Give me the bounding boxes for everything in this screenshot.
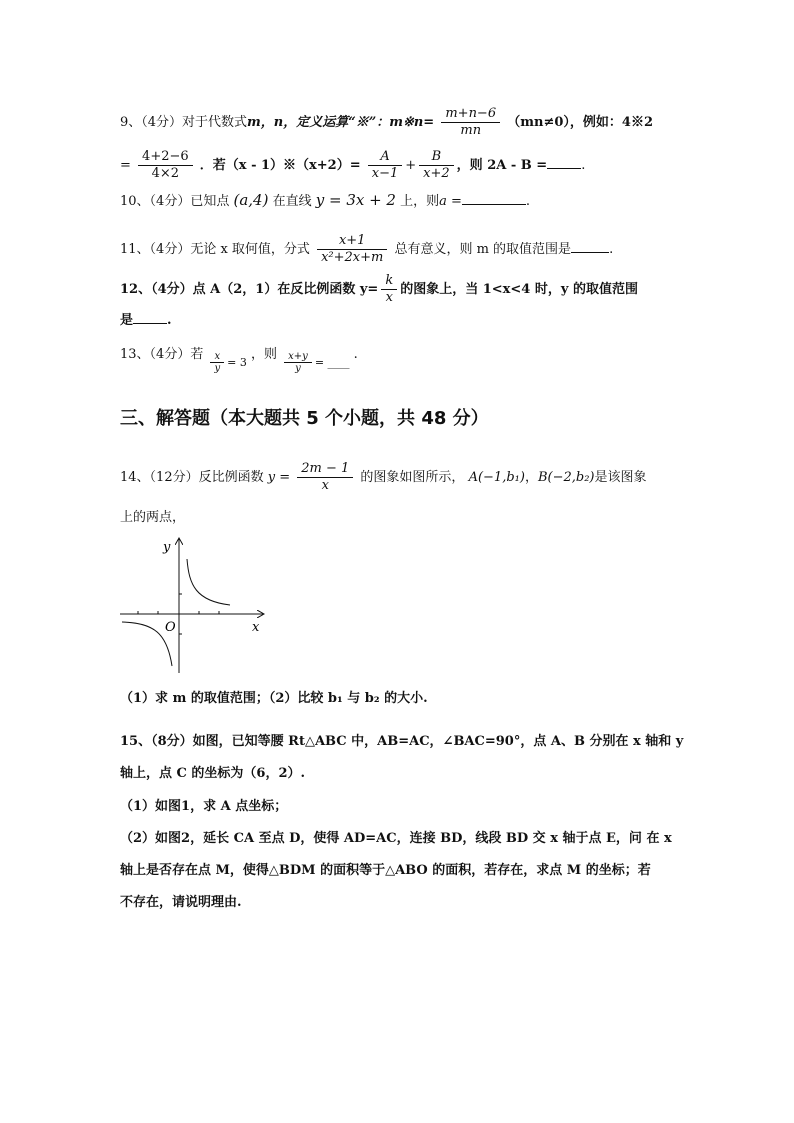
q14-y: y = <box>267 470 291 485</box>
q13-cond-numerator: x <box>210 351 224 363</box>
q11-answer-blank <box>571 240 609 253</box>
q13-cond-denominator: y <box>214 363 221 374</box>
q12-denominator: x <box>385 290 393 305</box>
q14-point-a: A(−1,b₁) <box>468 470 525 485</box>
q9-def-numerator: m+n−6 <box>441 106 500 123</box>
q13-line <box>120 343 358 374</box>
q9-plus: + <box>405 158 417 173</box>
q11-numerator: x+1 <box>317 233 387 250</box>
q14-line1 <box>120 461 647 494</box>
q14-sep: ， <box>524 470 538 485</box>
q10-ask: 上，则 <box>400 194 440 209</box>
q12-fraction <box>381 273 397 306</box>
q10-line-eq: y = 3x + 2 <box>315 191 396 209</box>
q11-ask: 总有意义，则 m 的取值范围是 <box>394 242 572 257</box>
q9-if: ．若（x - 1）※（x+2）= <box>199 158 361 173</box>
q12-ask: 的图象上，当 1<x<4 时，y 的取值范围 <box>400 282 638 297</box>
q13-condition <box>207 351 251 374</box>
q14-text: 14、（12分）反比例函数 <box>120 470 264 485</box>
q9-eq: = <box>120 158 131 173</box>
q15-part2-line1: （2）如图2，延长 CA 至点 D，使得 AD=AC，连接 BD，线段 BD 交 x 轴于点 E，问 在 x <box>120 831 672 846</box>
q9-example-denominator: 4×2 <box>151 166 180 181</box>
q9-example-numerator: 4+2−6 <box>138 149 193 166</box>
q12-line2 <box>120 311 172 331</box>
hyperbola-branch-q1 <box>187 559 230 605</box>
q9-line2 <box>120 149 585 182</box>
graph-x-label: x <box>252 620 260 635</box>
q10-text: 10、（4分）已知点 <box>120 194 230 209</box>
q14-questions: （1）求 m 的取值范围；（2）比较 b₁ 与 b₂ 的大小. <box>120 691 428 706</box>
q11-fraction <box>317 233 387 266</box>
graph-origin-label: O <box>165 620 176 635</box>
q9-b-fraction <box>419 149 454 182</box>
q9-b-numerator: B <box>419 149 454 166</box>
q9-b-denominator: x+2 <box>423 166 450 181</box>
q9-condition: （mn≠0），例如：4※2 <box>507 115 653 130</box>
q11-denominator: x²+2x+m <box>321 250 384 265</box>
q13-mid: ，则 <box>250 347 277 362</box>
q10-var: a = <box>439 194 462 209</box>
q9-a-denominator: x−1 <box>371 166 399 181</box>
q15-part1: （1）如图1，求 A 点坐标； <box>120 799 288 814</box>
q15-part2-line3: 不存在，请说明理由. <box>120 895 242 910</box>
q13-text: 13、（4分）若 <box>120 347 204 362</box>
q11-end: . <box>609 242 614 257</box>
q10-line <box>120 190 530 212</box>
q15-line1: 15、（8分）如图，已知等腰 Rt△ABC 中，AB=AC，∠BAC=90°，点 A、B 分别在 x 轴和 y <box>120 734 684 749</box>
q13-end: . <box>353 347 358 362</box>
q14-numerator: 2m − 1 <box>297 461 353 478</box>
q9-intro: m，n，定义运算“※”：m※n= <box>247 115 435 130</box>
q12-end: . <box>167 313 172 328</box>
q11-line <box>120 233 613 266</box>
q13-cond-value: = 3 <box>227 356 247 369</box>
q13-target-value: = ____ <box>314 356 350 369</box>
q9-end: . <box>581 158 586 173</box>
q10-end: . <box>525 194 531 209</box>
q14-mid: 的图象如图所示， <box>360 470 465 485</box>
q13-cond-fraction <box>210 351 224 374</box>
q9-answer-blank <box>547 156 581 169</box>
q12-numerator: k <box>381 273 397 290</box>
q14-tail: 是该图象 <box>594 470 647 485</box>
q9-a-numerator: A <box>368 149 403 166</box>
q12-line1 <box>120 273 638 306</box>
q9-number: 9、（4分）对于代数式 <box>120 115 248 130</box>
q13-target-fraction <box>284 351 312 374</box>
q14-fraction <box>297 461 353 494</box>
q14-line2: 上的两点， <box>120 510 186 525</box>
q15-part2-line2: 轴上是否存在点 M，使得△BDM 的面积等于△ABO 的面积，若存在，求点 M 的坐标；若 <box>120 863 651 878</box>
q10-point: (a,4) <box>233 191 269 209</box>
q13-target <box>281 351 354 374</box>
q9-def-denominator: mn <box>460 123 482 138</box>
q14-denominator: x <box>321 478 329 493</box>
q13-target-numerator: x+y <box>284 351 312 363</box>
q12-line2-text: 是 <box>120 313 134 328</box>
q9-line1 <box>120 106 653 139</box>
q9-ask: ，则 2A - B = <box>456 158 548 173</box>
section-3-heading: 三、解答题（本大题共 5 个小题，共 48 分） <box>120 408 489 429</box>
q13-target-denominator: y <box>295 363 301 374</box>
q12-answer-blank <box>133 311 167 324</box>
q9-a-fraction <box>368 149 403 182</box>
q12-text: 12、（4分）点 A（2，1）在反比例函数 y= <box>120 282 379 297</box>
q14-point-b: B(−2,b₂) <box>537 470 595 485</box>
q9-example-fraction <box>138 149 193 182</box>
q11-text: 11、（4分）无论 x 取何值，分式 <box>120 242 310 257</box>
q9-def-fraction <box>441 106 500 139</box>
q15-line2: 轴上，点 C 的坐标为（6，2）. <box>120 766 306 781</box>
q10-answer-blank <box>462 192 526 205</box>
graph-y-label: y <box>163 540 171 555</box>
q10-mid: 在直线 <box>272 194 312 209</box>
q14-hyperbola-graph <box>118 535 268 675</box>
